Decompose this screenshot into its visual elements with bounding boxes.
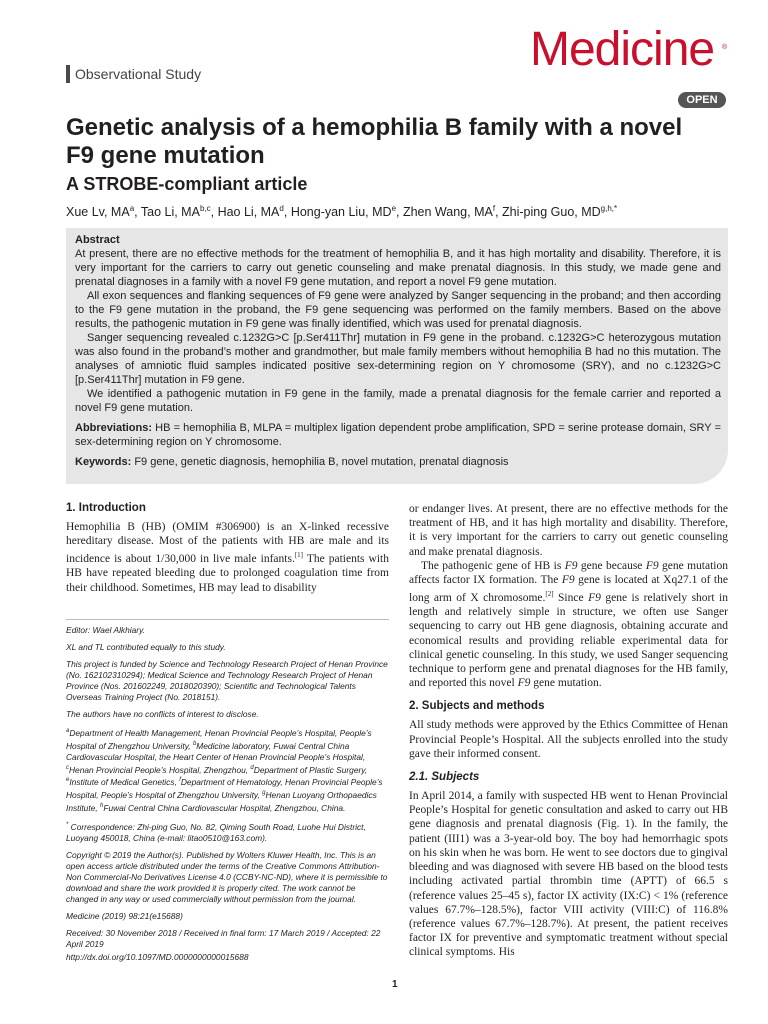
footnotes [66,625,389,969]
doi-link[interactable]: http://dx.doi.org/10.1097/MD.0000000000015688 [66,951,249,962]
author-name: Hao Li, MA [217,205,280,220]
abstract-paragraph: All exon sequences and flanking sequences of F9 gene were analyzed by Sanger sequencing in the proband; and then according to the F9 gene mutation in the proband, the F9 gene sequencing was performed on the family members. Based on the above results, the pathogenic mutation in F9 gene was finally identified, which was used for prenatal diagnosis. [75,290,721,330]
author-affiliation-mark: b,c [199,204,211,213]
intro-text-a: Hemophilia B (HB) (OMIM #306900) is an X-linked recessive hereditary disease. Most of the patients with HB are male and its incidence is about 1/30,000 in live male infants. [66,521,389,566]
keywords-label: Keywords: [75,456,132,468]
subjects-methods-heading: 2. Subjects and methods [409,700,545,713]
reference-link[interactable]: [1] [294,551,303,560]
abbreviations-label: Abbreviations: [75,422,153,434]
abstract-paragraph: We identified a pathogenic mutation in F9 gene in the family, made a prenatal diagnosis for the female carrier and reported a novel F9 gene mutation. [75,388,721,414]
subjects-text: In April 2014, a family with suspected HB went to Henan Provincial People’s Hospital for genetic consultation and asked to carry out HB gene diagnosis and prenatal diagnosis (Fig. 1). In the family, the patient (III1) was a 3-year-old boy. The boy had hemorrhagic spots on his skin when he was born. He went to see doctors due to gingival bleeding and was diagnosed with severe HB based on the blood tests including activated partial thrombin time (APTT) of 66.5 s (reference values 25–45 s), factor IX activity (IX:C) < 1% (reference values 67.7%–128.5%), factor VIII activity (VIII:C) of 116.8% (reference values 67.7%–128.7%). At present, the patient receives factor IX for preventive and symptomatic treatment without special clinical symptoms. His [409,790,728,959]
funding-note: This project is funded by Science and Technology Research Project of Henan Province (No. 162102310294); Medical Science and Technology Research Project of Henan Province (Nos. 201602249, 2018020390); Scientific and Technological Talents Overseas Training Project (No. 2018151). [66,659,388,702]
registered-mark: ® [722,44,728,51]
subjects-methods-text: All study methods were approved by the Ethics Committee of Henan Provincial People’s Hospital. All the subjects enrolled into the study gave their informed consent. [409,719,728,760]
abstract-paragraph: At present, there are no effective methods for the treatment of hemophilia B, and it has high mortality and disability. Therefore, it is very important for the carriers to carry out genetic counseling and make prenatal diagnosis. In this study, we made gene and prenatal diagnoses in a family with a novel F9 gene mutation, and report a novel F9 gene mutation. [75,248,721,288]
author-affiliation-mark: f [492,204,496,213]
section-tag [66,65,201,83]
section-label: Observational Study [75,66,202,82]
abstract-heading: Abstract [75,234,120,246]
open-access-badge: OPEN [678,92,726,108]
introduction-continued: or endanger lives. At present, there are no effective methods for the treatment of HB, and it has high mortality and disability. Therefore, it is very important for the carriers to carry out genetic counseling and make prenatal diagnosis. [409,503,728,558]
keywords-text: F9 gene, genetic diagnosis, hemophilia B, novel mutation, prenatal diagnosis [134,456,509,468]
author-affiliation-mark: a [129,204,135,213]
abbreviations [75,421,721,449]
introduction-heading: 1. Introduction [66,502,146,514]
author-list: Xue Lv, $MA^a$, Tao Li, MA$^{b,c}$, Hao Li, $MA^d$, Hong-yan Liu, MDe, Zhen Wang, $MA^f$, Zhi-ping Guo, $MD^{g,h,*}$ [66,204,618,220]
editor-note: Editor: Wael Alkhiary. [66,625,145,635]
article-title: Genetic analysis of a hemophilia B family with a novel F9 gene mutation [66,114,683,169]
article-subtitle: A STROBE-compliant article [66,174,308,194]
introduction-section [66,502,389,595]
subjects-heading: 2.1. Subjects [409,771,480,784]
intro-text-b: The patients with HB have repeated bleeding due to prolonged coagulation time from their childhood. Sometimes, HB may lead to disability [66,553,389,594]
affiliations-note: $^a$Department of Health Management, Henan Provincial People’s Hospital, People’s Hospital of Zhengzhou University, $^b$Medicine laboratory, Fuwai Central China Cardiovascular Hospital, the Heart Center of Henan Provincial People’s Hospital, $^c$Henan Provincial People’s Hospital, Zhengzhou, $^d$Department of Plastic Surgery, $^e$Institute of Medical Genetics, $^f$Department of Hematology, Henan Provincial People’s Hospital, People’s Hospital of Zhengzhou University, $^g$Henan Luoyang Orthopaedics Institute, $^h$Fuwai Central China Cardiovascular Hospital, Zhengzhou, China. [66,727,383,813]
abstract-paragraph: Sanger sequencing revealed c.1232G>C [p.Ser411Thr] mutation in F9 gene in the proband. c.1232G>C heterozygous mutation was also found in the proband’s mother and grandmother, but male family members without hemophilia B had no this mutation. The analyses of amniotic fluid samples indicated positive sex-determining region on Y chromosome (SRY), and no c.1232G>C [p.Ser411Thr] mutation in F9 gene. [75,332,721,386]
author-affiliation-mark: e [391,204,397,213]
author-name: Hong-yan Liu, MD [290,205,392,220]
author-affiliation-mark: d [279,204,284,213]
correspondence-note: * Correspondence: Zhi-ping Guo, No. 82, Qiming South Road, Luohe Hui District, Luoyang 450018, China (e-mail: litao0510@163.com). [66,821,366,843]
section-bar [66,65,70,83]
abstract-box [66,228,728,484]
keywords [75,455,721,469]
right-column [409,502,728,960]
reference-link[interactable]: [2] [545,590,554,599]
journal-logo[interactable]: Medicine [530,23,715,76]
abbreviations-text: HB = hemophilia B, MLPA = multiplex ligation dependent probe amplification, SPD = serine protease domain, SRY = sex-determining region on Y chromosome. [75,422,722,448]
conflicts-note: The authors have no conflicts of interest to disclose. [66,709,259,719]
equal-contribution-note: XL and TL contributed equally to this study. [66,642,226,652]
citation-note: Medicine (2019) 98:21(e15688) [66,910,183,921]
copyright-note: Copyright © 2019 the Author(s). Published by Wolters Kluwer Health, Inc. This is an open access article distributed under the terms of the Creative Commons Attribution-Non Commercial-No Derivatives License 4.0 (CCBY-NC-ND), where it is permissible to download and share the work provided it is properly cited. The work cannot be changed in any way or used commercially without permission from the journal. [66,849,388,904]
introduction-paragraph-2: The pathogenic gene of HB is F9 gene because F9 gene mutation affects factor IX formation. The F9 gene is located at Xq27.1 of the long arm of X chromosome.[2] Since F9 gene is relatively short in length and relatively simple in structure, we often use Sanger sequencing to carry out HB gene diagnosis, obtaining accurate and economical results and providing reliable experimental data for clinical genetic counseling. In this study, we used Sanger sequencing technique to perform gene and prenatal diagnoses for the HB family, and reported this novel F9 gene mutation. [409,559,728,690]
author-affiliation-mark: g,h,* [600,204,618,213]
author-name: Xue Lv, MA [66,205,130,220]
author-name: Zhi-ping Guo, MD [502,205,601,220]
introduction-text [66,520,389,595]
author-name: Zhen Wang, MA [402,205,493,220]
dates-note: Received: 30 November 2018 / Received in final form: 17 March 2019 / Accepted: 22 April 2019 [66,927,381,949]
author-name: Tao Li, MA [140,205,200,220]
footnote-divider [66,619,389,620]
page-number: 1 [392,979,398,990]
